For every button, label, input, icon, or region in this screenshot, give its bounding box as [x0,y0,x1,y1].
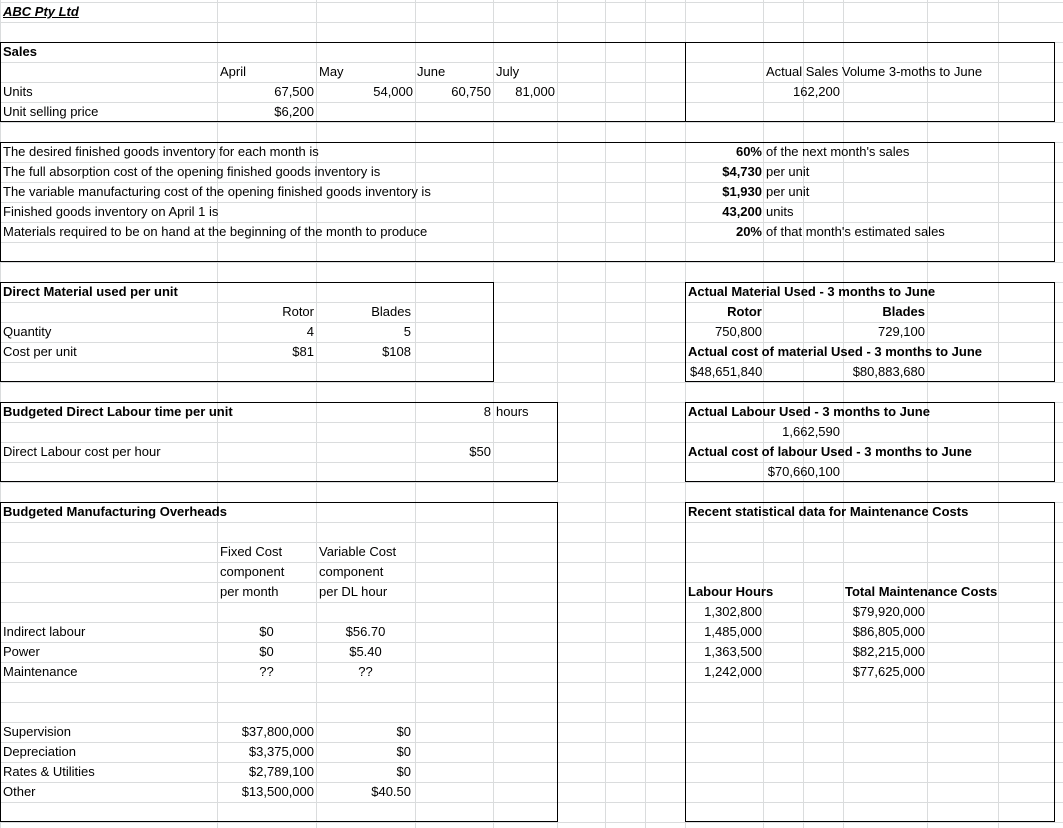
inventory-value-4[interactable]: 43,200 [722,204,762,219]
inventory-label-1[interactable]: The desired finished goods inventory for each month is [3,144,319,159]
direct-material-heading[interactable]: Direct Material used per unit [3,284,178,299]
maintenance-hours-3[interactable]: 1,363,500 [704,644,762,659]
dm-col-blades[interactable]: Blades [371,304,411,319]
actual-sales-value[interactable]: 162,200 [793,84,840,99]
dm-quantity-blades[interactable]: 5 [403,324,411,339]
al-used-value[interactable]: 1,662,590 [782,424,840,439]
month-may[interactable]: May [319,64,344,79]
sales-heading[interactable]: Sales [3,44,37,59]
actual-sales-label[interactable]: Actual Sales Volume 3-moths to June [766,64,983,79]
maintenance-col-hours[interactable]: Labour Hours [688,584,774,599]
oh-label-other[interactable]: Other [3,784,36,799]
fixed-header-2[interactable]: component [220,564,285,579]
al-cost-heading[interactable]: Actual cost of labour Used - 3 months to June [688,444,972,459]
variable-header-2[interactable]: component [319,564,384,579]
dm-cost-rotor[interactable]: $81 [292,344,314,359]
price-label[interactable]: Unit selling price [3,104,99,119]
oh-variable-rates[interactable]: $0 [396,764,411,779]
am-cost-heading[interactable]: Actual cost of material Used - 3 months to June [688,344,982,359]
dm-col-rotor[interactable]: Rotor [282,304,314,319]
units-may[interactable]: 54,000 [373,84,413,99]
inventory-unit-1[interactable]: of the next month's sales [766,144,910,159]
oh-variable-supervision[interactable]: $0 [396,724,411,739]
oh-fixed-rates[interactable]: $2,789,100 [248,764,314,779]
units-april[interactable]: 67,500 [274,84,314,99]
maintenance-hours-1[interactable]: 1,302,800 [704,604,762,619]
oh-variable-depreciation[interactable]: $0 [396,744,411,759]
oh-fixed-power[interactable]: $0 [259,644,274,659]
dm-cost-label[interactable]: Cost per unit [3,344,77,359]
fixed-header-3[interactable]: per month [220,584,279,599]
am-cost-blades[interactable]: $80,883,680 [852,364,925,379]
variable-header-1[interactable]: Variable Cost [319,544,397,559]
maintenance-cost-1[interactable]: $79,920,000 [852,604,925,619]
labour-time-label[interactable]: Budgeted Direct Labour time per unit [3,404,233,419]
inventory-unit-4[interactable]: units [766,204,794,219]
oh-fixed-other[interactable]: $13,500,000 [241,784,314,799]
inventory-label-5[interactable]: Materials required to be on hand at the beginning of the month to produce [3,224,428,239]
labour-time-unit[interactable]: hours [496,404,529,419]
am-col-rotor[interactable]: Rotor [727,304,762,319]
oh-label-rates[interactable]: Rates & Utilities [3,764,95,779]
variable-header-3[interactable]: per DL hour [319,584,388,599]
grid-column-line [645,0,646,828]
am-heading[interactable]: Actual Material Used - 3 months to June [688,284,936,299]
inventory-label-4[interactable]: Finished goods inventory on April 1 is [3,204,219,219]
labour-cost-label[interactable]: Direct Labour cost per hour [3,444,161,459]
fixed-header-1[interactable]: Fixed Cost [220,544,283,559]
maintenance-heading[interactable]: Recent statistical data for Maintenance Costs [688,504,969,519]
inventory-unit-5[interactable]: of that month's estimated sales [766,224,945,239]
maintenance-hours-2[interactable]: 1,485,000 [704,624,762,639]
company-title[interactable]: ABC Pty Ltd [3,4,79,19]
month-july[interactable]: July [496,64,520,79]
oh-variable-power[interactable]: $5.40 [349,644,382,659]
al-used-heading[interactable]: Actual Labour Used - 3 months to June [688,404,930,419]
dm-quantity-rotor[interactable]: 4 [306,324,314,339]
am-cost-rotor[interactable]: $48,651,840 [690,364,763,379]
inventory-label-2[interactable]: The full absorption cost of the opening finished goods inventory is [3,164,381,179]
oh-fixed-depreciation[interactable]: $3,375,000 [248,744,314,759]
labour-cost-value[interactable]: $50 [469,444,491,459]
units-label[interactable]: Units [3,84,33,99]
inventory-label-3[interactable]: The variable manufacturing cost of the opening finished goods inventory is [3,184,431,199]
oh-label-maintenance[interactable]: Maintenance [3,664,78,679]
maintenance-hours-4[interactable]: 1,242,000 [704,664,762,679]
dm-cost-blades[interactable]: $108 [382,344,411,359]
month-april[interactable]: April [220,64,247,79]
oh-fixed-supervision[interactable]: $37,800,000 [241,724,314,739]
al-cost-value[interactable]: $70,660,100 [767,464,840,479]
maintenance-cost-4[interactable]: $77,625,000 [852,664,925,679]
oh-variable-other[interactable]: $40.50 [371,784,411,799]
units-june[interactable]: 60,750 [451,84,491,99]
dm-quantity-label[interactable]: Quantity [3,324,52,339]
maintenance-cost-3[interactable]: $82,215,000 [852,644,925,659]
inventory-unit-2[interactable]: per unit [766,164,810,179]
inventory-value-2[interactable]: $4,730 [722,164,762,179]
inventory-value-1[interactable]: 60% [735,144,762,159]
oh-variable-maintenance[interactable]: ?? [358,664,373,679]
labour-time-value[interactable]: 8 [483,404,491,419]
units-july[interactable]: 81,000 [515,84,555,99]
month-june[interactable]: June [417,64,446,79]
overheads-heading[interactable]: Budgeted Manufacturing Overheads [3,504,227,519]
price-value[interactable]: $6,200 [274,104,314,119]
maintenance-cost-2[interactable]: $86,805,000 [852,624,925,639]
actual-sales-box [685,42,1055,122]
am-used-rotor[interactable]: 750,800 [715,324,762,339]
oh-label-power[interactable]: Power [3,644,40,659]
oh-fixed-maintenance[interactable]: ?? [259,664,274,679]
inventory-unit-3[interactable]: per unit [766,184,810,199]
oh-label-indirect-labour[interactable]: Indirect labour [3,624,86,639]
oh-variable-indirect-labour[interactable]: $56.70 [345,624,386,639]
grid-column-line [605,0,606,828]
oh-label-depreciation[interactable]: Depreciation [3,744,76,759]
inventory-value-3[interactable]: $1,930 [722,184,762,199]
oh-fixed-indirect-labour[interactable]: $0 [259,624,274,639]
am-col-blades[interactable]: Blades [882,304,925,319]
maintenance-col-costs[interactable]: Total Maintenance Costs [845,584,998,599]
inventory-value-5[interactable]: 20% [735,224,762,239]
am-used-blades[interactable]: 729,100 [878,324,925,339]
oh-label-supervision[interactable]: Supervision [3,724,71,739]
